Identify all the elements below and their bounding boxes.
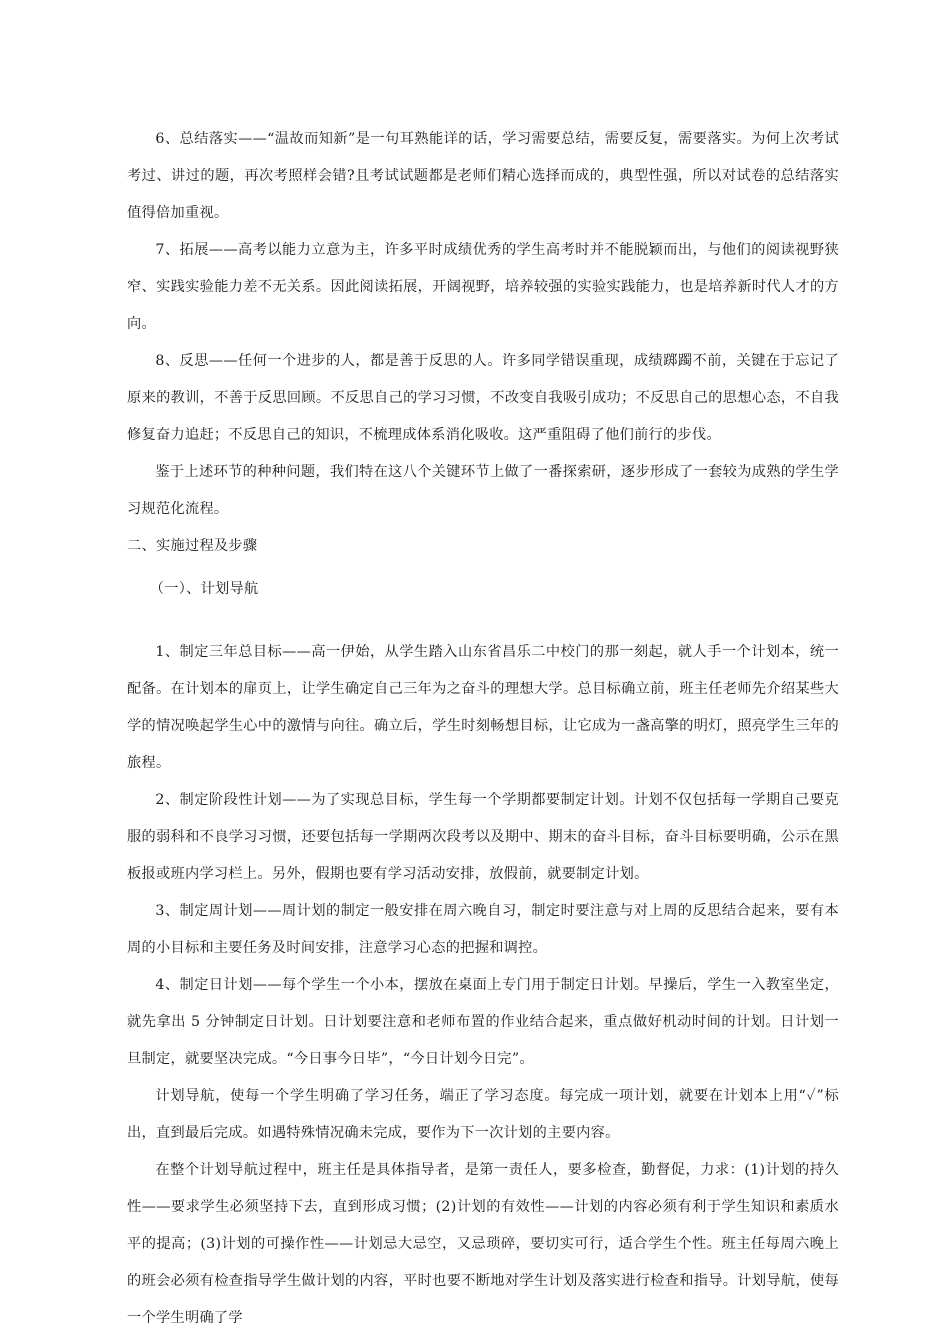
paragraph-daily-plan: 4、制定日计划——每个学生一个小本，摆放在桌面上专门用于制定日计划。早操后，学生一入教室坐定，就先拿出 5 分钟制定日计划。日计划要注意和老师布置的作业结合起来，重点做好机动时间的计划。日计划一旦制定，就要坚决完成。“今日事今日毕”，“今日计划今日完”。 xyxy=(127,977,839,1067)
paragraph-weekly-plan: 3、制定周计划——周计划的制定一般安排在周六晚自习，制定时要注意与对上周的反思结合起来，要有本周的小目标和主要任务及时间安排，注意学习心态的把握和调控。 xyxy=(127,903,839,956)
paragraph-conclusion: 鉴于上述环节的种种问题，我们特在这八个关键环节上做了一番探索研，逐步形成了一套较为成熟的学生学习规范化流程。 xyxy=(127,464,839,517)
paragraph-three-year-goal: 1、制定三年总目标——高一伊始，从学生踏入山东省昌乐二中校门的那一刻起，就人手一个计划本，统一配备。在计划本的扉页上，让学生确定自己三年为之奋斗的理想大学。总目标确立前，班主任老师先介绍某些大学的情况唤起学生心中的激情与向往。确立后，学生时刻畅想目标，让它成为一盏高擎的明灯，照亮学生三年的旅程。 xyxy=(127,644,839,771)
paragraph-expansion: 7、拓展——高考以能力立意为主，许多平时成绩优秀的学生高考时并不能脱颖而出，与他们的阅读视野狭窄、实践实验能力差不无关系。因此阅读拓展，开阔视野，培养较强的实验实践能力，也是培养新时代人才的方向。 xyxy=(127,242,839,332)
paragraph-reflection: 8、反思——任何一个进步的人，都是善于反思的人。许多同学错误重现，成绩踯躅不前，关键在于忘记了原来的教训，不善于反思回顾。不反思自己的学习习惯，不改变自我吸引成功；不反思自己的思想心态，不自我修复奋力追赶；不反思自己的知识，不梳理成体系消化吸收。这严重阻碍了他们前行的步伐。 xyxy=(127,353,839,443)
paragraph-plan-navigation: 计划导航，使每一个学生明确了学习任务，端正了学习态度。每完成一项计划，就要在计划本上用“✓”标出，直到最后完成。如遇特殊情况确未完成，要作为下一次计划的主要内容。 xyxy=(127,1088,839,1141)
document-body xyxy=(127,121,839,1337)
section-heading: 二、实施过程及步骤 xyxy=(127,538,258,554)
paragraph-stage-plan: 2、制定阶段性计划——为了实现总目标，学生每一个学期都要制定计划。计划不仅包括每一学期自己要克服的弱科和不良学习习惯，还要包括每一学期两次段考以及期中、期末的奋斗目标，奋斗目标要明确，公示在黑板报或班内学习栏上。另外，假期也要有学习活动安排，放假前，就要制定计划。 xyxy=(127,792,839,882)
paragraph-summary: 6、总结落实——“温故而知新”是一句耳熟能详的话，学习需要总结，需要反复，需要落实。为何上次考试考过、讲过的题，再次考照样会错?且考试试题都是老师们精心选择而成的，典型性强，所以对试卷的总结落实值得倍加重视。 xyxy=(127,131,839,221)
subsection-heading: （一）、计划导航 xyxy=(149,581,259,597)
paragraph-teacher-guidance: 在整个计划导航过程中，班主任是具体指导者，是第一责任人，要多检查，勤督促，力求：(1)计划的持久性——要求学生必须坚持下去，直到形成习惯；(2)计划的有效性——计划的内容必须有利于学生知识和素质水平的提高；(3)计划的可操作性——计划忌大忌空，又忌琐碎，要切实可行，适合学生个性。班主任每周六晚上的班会必须有检查指导学生做计划的内容，平时也要不断地对学生计划及落实进行检查和指导。计划导航，使每一个学生明确了学 xyxy=(127,1162,839,1326)
